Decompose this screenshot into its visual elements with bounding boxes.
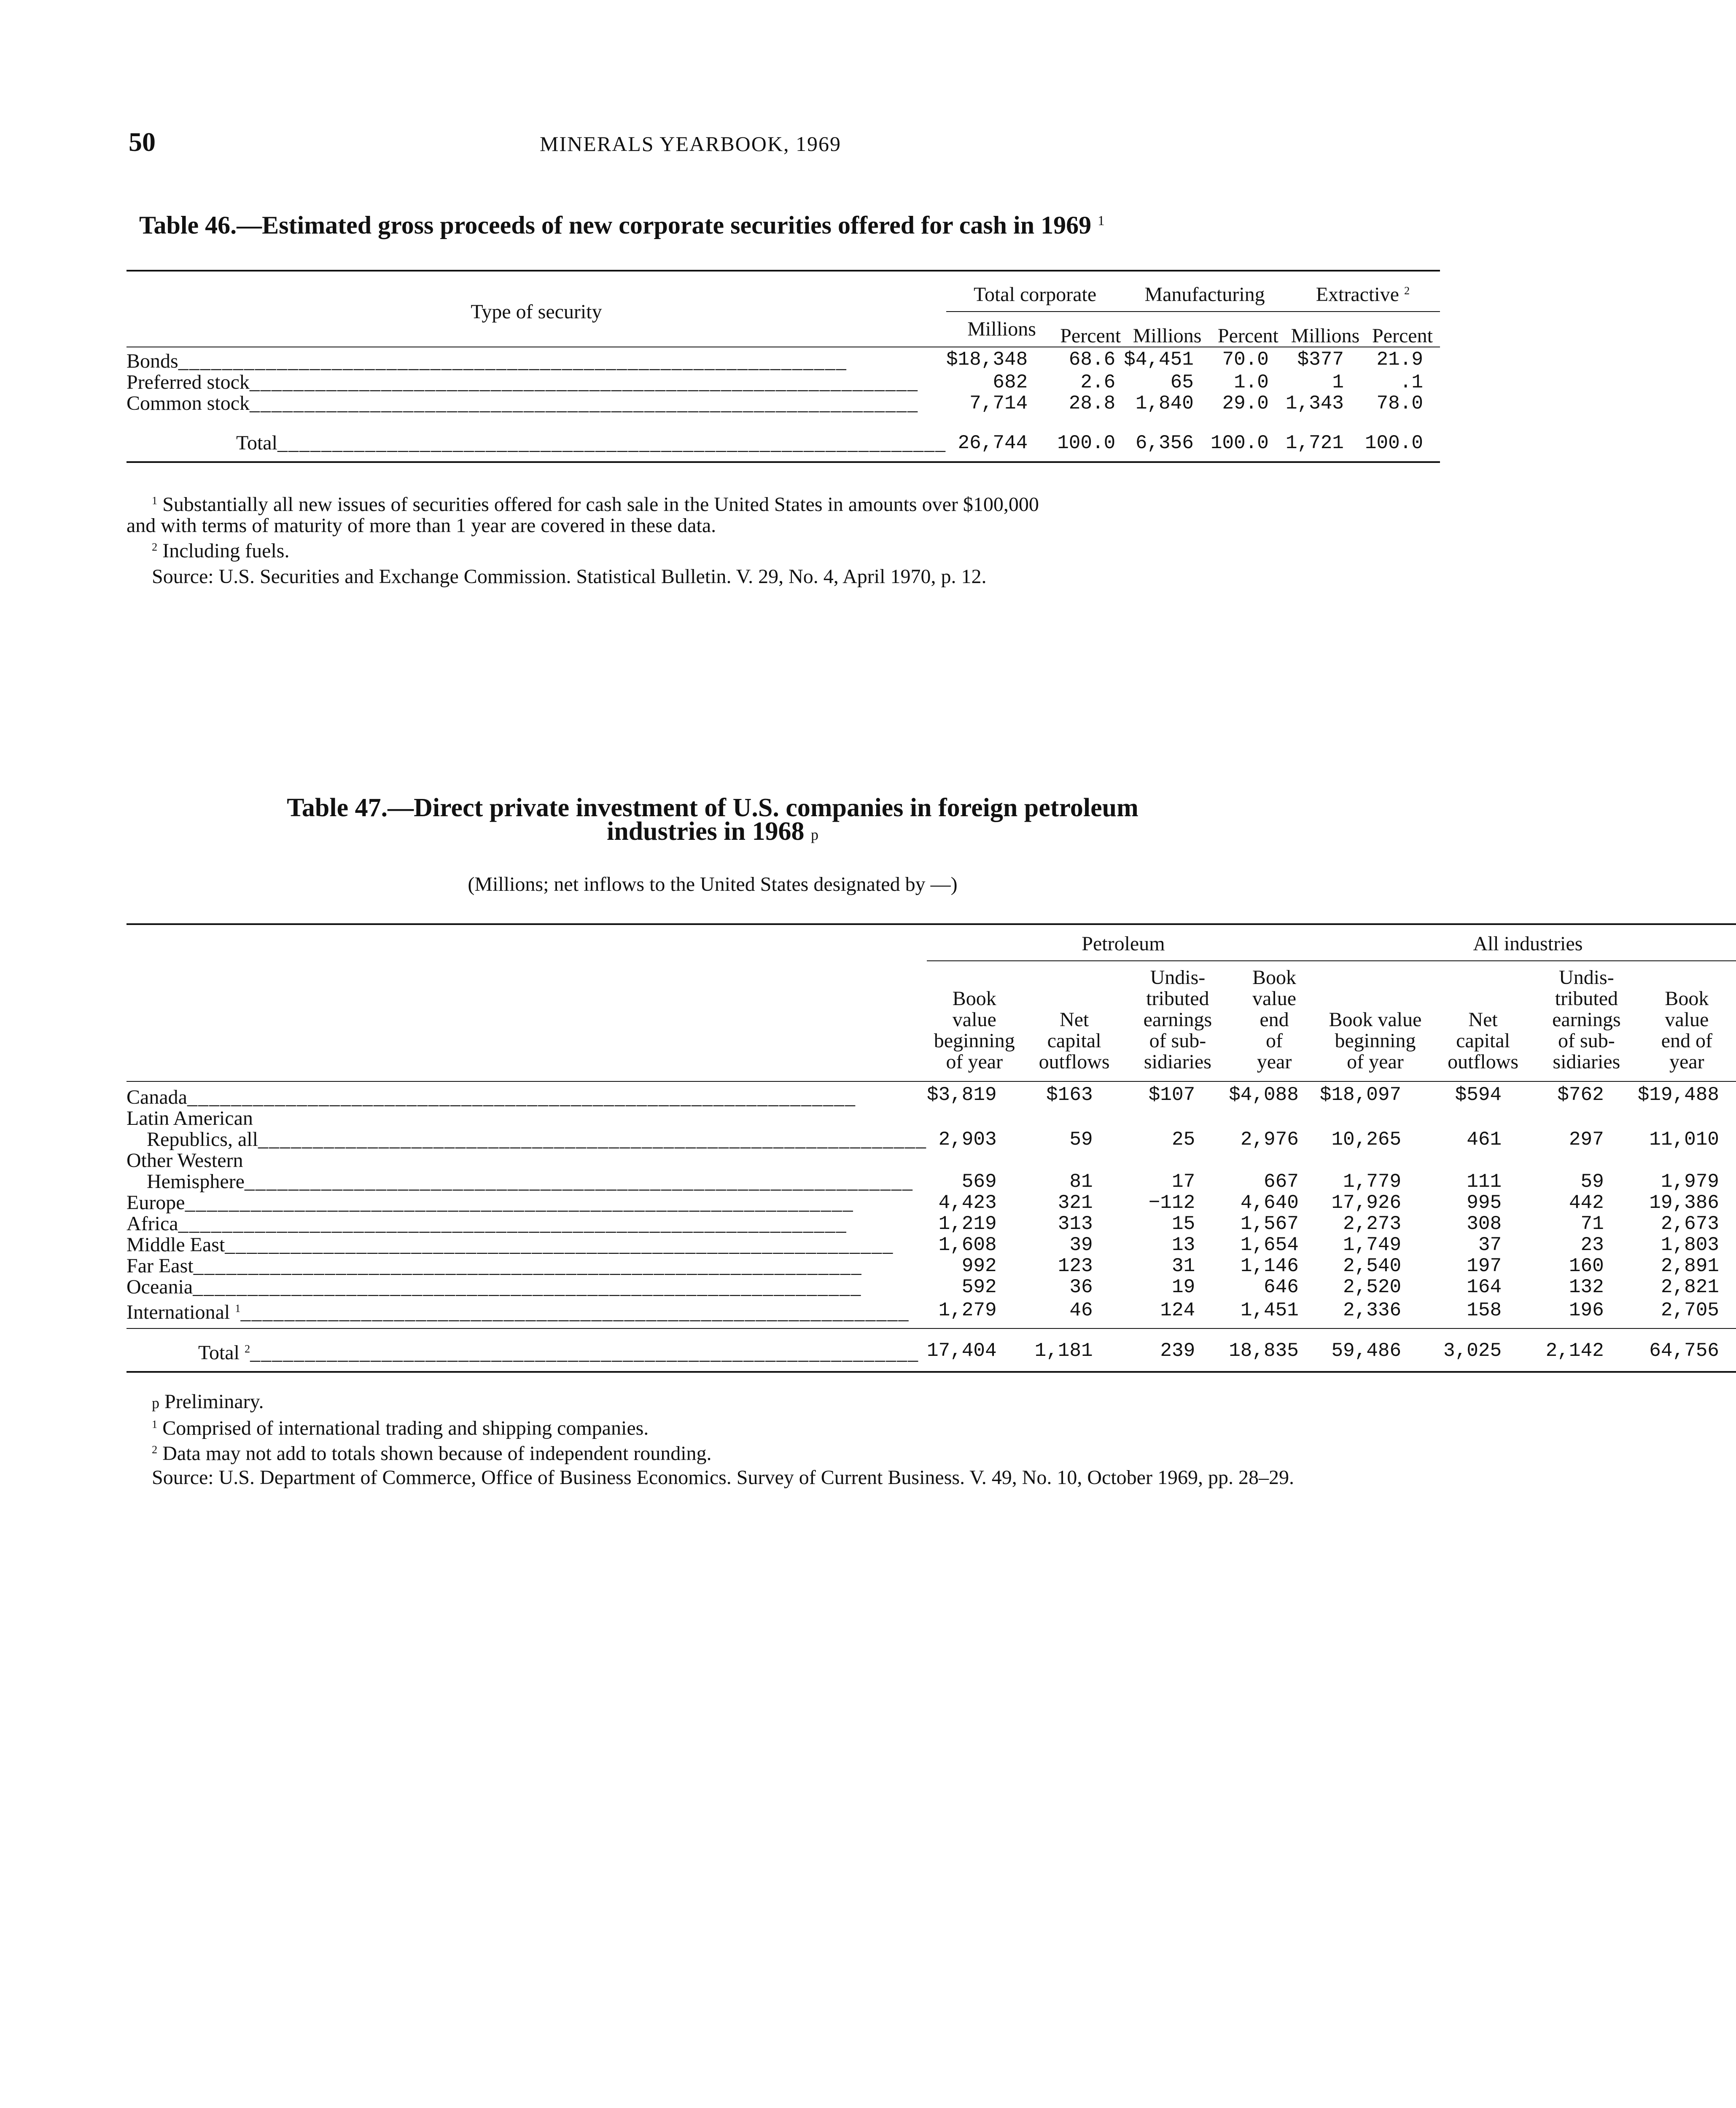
table46-source: Source: U.S. Securities and Exchange Commission. Statistical Bulletin. V. 29, No. 4, April 1970, p. 12. <box>152 565 987 588</box>
t47-col-header: Book value end of year <box>1252 966 1297 1073</box>
t46-sub-percent: Percent <box>1217 324 1278 347</box>
t46-sub-millions: Millions <box>1291 324 1360 347</box>
table-row: Far East _____ 992 123 31 1,146 2,540 197 160 2,891 <box>126 1256 1736 1277</box>
table-row: Middle East _____ 1,608 39 13 1,654 1,749 37 23 1,803 <box>126 1234 1736 1256</box>
t47-group-petroleum: Petroleum <box>927 924 1320 961</box>
table47 <box>126 923 1736 1373</box>
t46-sub-percent: Percent <box>1372 324 1433 347</box>
t46-group-extractive: Extractive $^2$ <box>1286 271 1440 312</box>
table-row: Republics, all _____ 2,903 59 25 2,976 10,265 461 297 11,010 <box>126 1129 1736 1150</box>
table-row: Oceania _____ 592 36 19 646 2,520 164 132 2,821 <box>126 1277 1736 1298</box>
table46-footnotes <box>126 490 1299 562</box>
t47-col-header: Net capital outflows <box>1039 1008 1110 1073</box>
t47-col-header: Book value end of year <box>1661 987 1712 1073</box>
table-row: Europe _____ 4,423 321 −112 4,640 17,926 995 442 19,386 <box>126 1192 1736 1213</box>
t47-col-header: Book value beginning of year <box>934 987 1015 1073</box>
t47-col-header: Undis- tributed earnings of sub- sidiaries <box>1143 966 1212 1073</box>
table-row: Canada _____ $3,819 $163 $107 $4,088 $18,097 $594 $762 $19,488 <box>126 1081 1736 1108</box>
page-number: 50 <box>129 127 156 157</box>
running-header <box>0 126 1405 160</box>
footnote-continuation: and with terms of maturity of more than 1 year are covered in these data. <box>126 514 716 537</box>
footnote: $^2$ Including fuels. <box>152 539 290 562</box>
t46-group-total: Total corporate <box>946 271 1124 312</box>
t47-col-header: Net capital outflows <box>1448 1008 1519 1073</box>
table-row: Preferred stock _____ 682 2.6 65 1.0 1 .1 <box>126 372 1440 393</box>
table-row: Latin American <box>126 1107 253 1129</box>
footnote: $^1$ Substantially all new issues of securities offered for cash sale in the United States in amounts over $100,000 <box>152 493 1039 516</box>
table46-title: Table 46.—Estimated gross proceeds of new corporate securities offered for cash in 1969 $^1$ <box>139 211 1105 239</box>
t47-group-all-industries: All industries <box>1320 924 1736 961</box>
table46 <box>126 270 1440 463</box>
t46-group-manufacturing: Manufacturing <box>1124 271 1286 312</box>
table-row: Bonds _____ $18,348 68.6 $4,451 70.0 $377 21.9 <box>126 347 1440 372</box>
table-row: International $^1$ _____ 1,279 46 124 1,451 2,336 158 196 2,705 <box>126 1298 1736 1328</box>
table-total-row: Total $^2$ _____ 17,404 1,181 239 18,835 59,486 3,025 2,142 64,756 <box>126 1328 1736 1372</box>
footnote: p Preliminary. <box>152 1390 264 1413</box>
table47-title: Table 47.—Direct private investment of U.S. companies in foreign petroleum industries in 1968 p <box>287 793 1138 846</box>
t46-sub-millions: Millions <box>1133 324 1202 347</box>
footnote: $^1$ Comprised of international trading and shipping companies. <box>152 1417 649 1439</box>
table-total-row: Total _____ 26,744 100.0 6,356 100.0 1,721 100.0 <box>126 414 1440 462</box>
running-title: MINERALS YEARBOOK, 1969 <box>540 132 841 156</box>
table47-footnotes <box>126 1391 1299 1464</box>
t46-sub-percent: Percent <box>1060 324 1121 347</box>
table47-subtitle: (Millions; net inflows to the United States designated by —) <box>468 873 958 895</box>
t46-stub-header: Type of security <box>471 300 602 323</box>
table-row: Other Western <box>126 1149 243 1172</box>
t46-sub-millions: Millions <box>967 317 1036 340</box>
table-row: Hemisphere _____ 569 81 17 667 1,779 111 59 1,979 <box>126 1171 1736 1192</box>
table-row: Common stock _____ 7,714 28.8 1,840 29.0 1,343 78.0 <box>126 393 1440 414</box>
table47-source: Source: U.S. Department of Commerce, Office of Business Economics. Survey of Current Business. V. 49, No. 10, October 1969, pp. 28–29. <box>152 1466 1294 1489</box>
t47-col-header: Undis- tributed earnings of sub- sidiaries <box>1552 966 1621 1073</box>
t47-col-header: Book value beginning of year <box>1329 1008 1422 1073</box>
table-row: Africa _____ 1,219 313 15 1,567 2,273 308 71 2,673 <box>126 1213 1736 1234</box>
footnote: $^2$ Data may not add to totals shown because of independent rounding. <box>152 1442 712 1465</box>
